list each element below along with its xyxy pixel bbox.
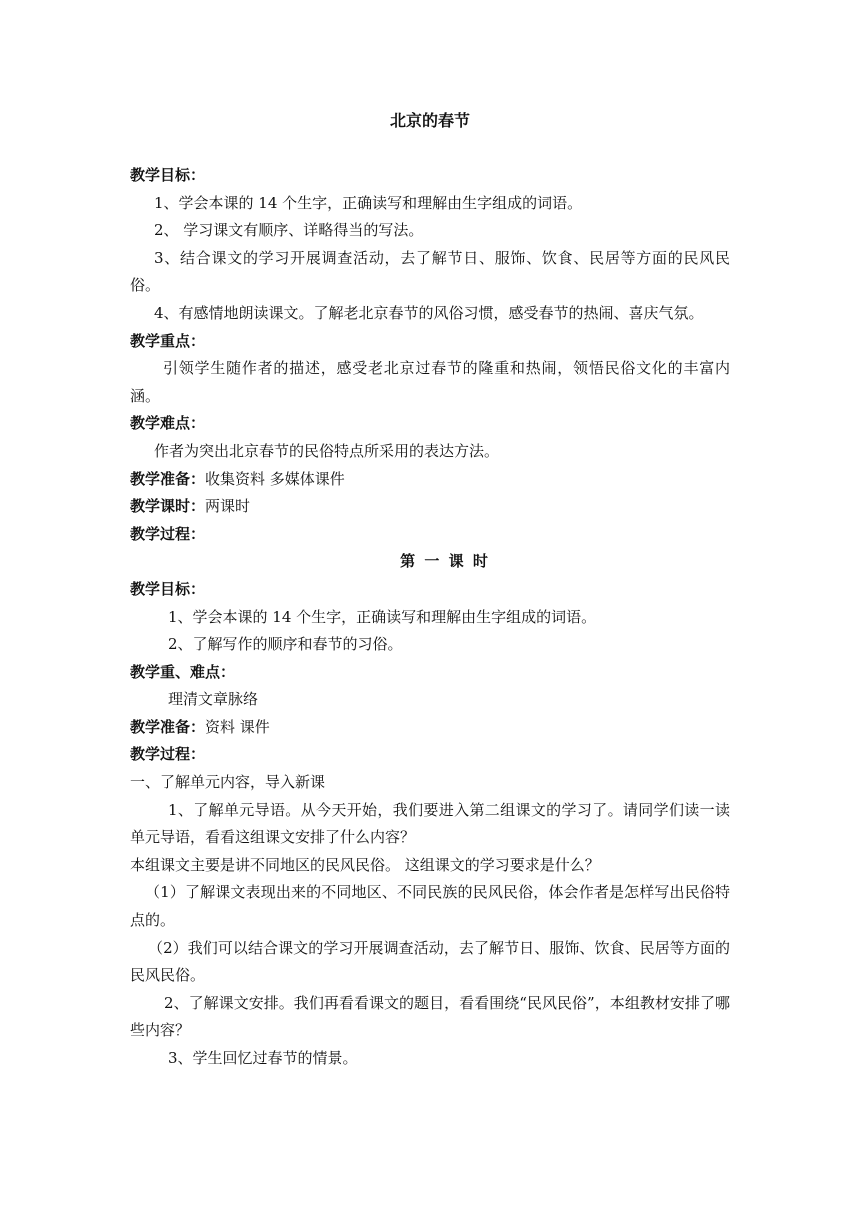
step-paragraph: （2）我们可以结合课文的学习开展调查活动，去了解节日、服饰、饮食、民居等方面的民风民俗。 [130, 938, 730, 985]
hours-label: 教学课时： [130, 497, 206, 516]
page-title: 北京的春节 [389, 111, 470, 130]
hours-line [130, 493, 730, 521]
goal-item: 2、 学习课文有顺序、详略得当的写法。 [154, 221, 424, 240]
prep-line [130, 466, 730, 494]
section-heading-focus: 教学重点： [130, 331, 206, 350]
hours-value: 两课时 [205, 497, 251, 516]
section-heading-goals: 教学目标： [130, 166, 206, 184]
document-body [130, 162, 730, 1073]
step-heading: 一、了解单元内容，导入新课 [130, 773, 326, 792]
lesson-goals-heading: 教学目标： [130, 579, 206, 598]
step-paragraph: 3、学生回忆过春节的情景。 [168, 1049, 358, 1067]
prep-label: 教学准备： [130, 469, 206, 488]
lesson-goal-item: 2、了解写作的顺序和春节的习俗。 [168, 635, 403, 654]
lesson-prep-value: 资料 课件 [205, 717, 270, 736]
lesson-key-text: 理清文章脉络 [168, 690, 259, 709]
lesson-goal-item: 1、学会本课的 14 个生字，正确读写和理解由生字组成的词语。 [168, 607, 597, 626]
lesson-title: 第 一 课 时 [400, 552, 490, 571]
goal-item: 3、结合课文的学习开展调查活动，去了解节日、服饰、饮食、民居等方面的民风民俗。 [130, 248, 730, 295]
goal-item: 4、有感情地朗读课文。了解老北京春节的风俗习惯，感受春节的热闹、喜庆气氛。 [154, 303, 704, 322]
lesson-key-heading: 教学重、难点： [130, 662, 236, 681]
step-paragraph: 2、了解课文安排。我们再看看课文的题目，看看围绕“民风民俗”，本组教材安排了哪些内容？ [130, 993, 730, 1040]
step-paragraph: （1）了解课文表现出来的不同地区、不同民族的民风民俗，体会作者是怎样写出民俗特点的。 [130, 883, 730, 930]
prep-value: 收集资料 多媒体课件 [205, 469, 345, 488]
lesson-prep-line [130, 714, 730, 742]
difficulty-text: 作者为突出北京春节的民俗特点所采用的表达方法。 [154, 441, 500, 460]
lesson-process-heading: 教学过程： [130, 745, 206, 764]
section-heading-difficulty: 教学难点： [130, 414, 206, 433]
lesson-prep-label: 教学准备： [130, 717, 206, 736]
step-paragraph: 1、了解单元导语。从今天开始，我们要进入第二组课文的学习了。请同学们读一读单元导语，看看这组课文安排了什么内容？ [130, 800, 730, 847]
focus-text: 引领学生随作者的描述，感受老北京过春节的隆重和热闹，领悟民俗文化的丰富内涵。 [130, 359, 730, 405]
step-paragraph: 本组课文主要是讲不同地区的民风民俗。 这组课文的学习要求是什么？ [130, 855, 600, 874]
goal-item: 1、学会本课的 14 个生字，正确读写和理解由生字组成的词语。 [154, 193, 583, 212]
section-heading-process: 教学过程： [130, 524, 206, 543]
